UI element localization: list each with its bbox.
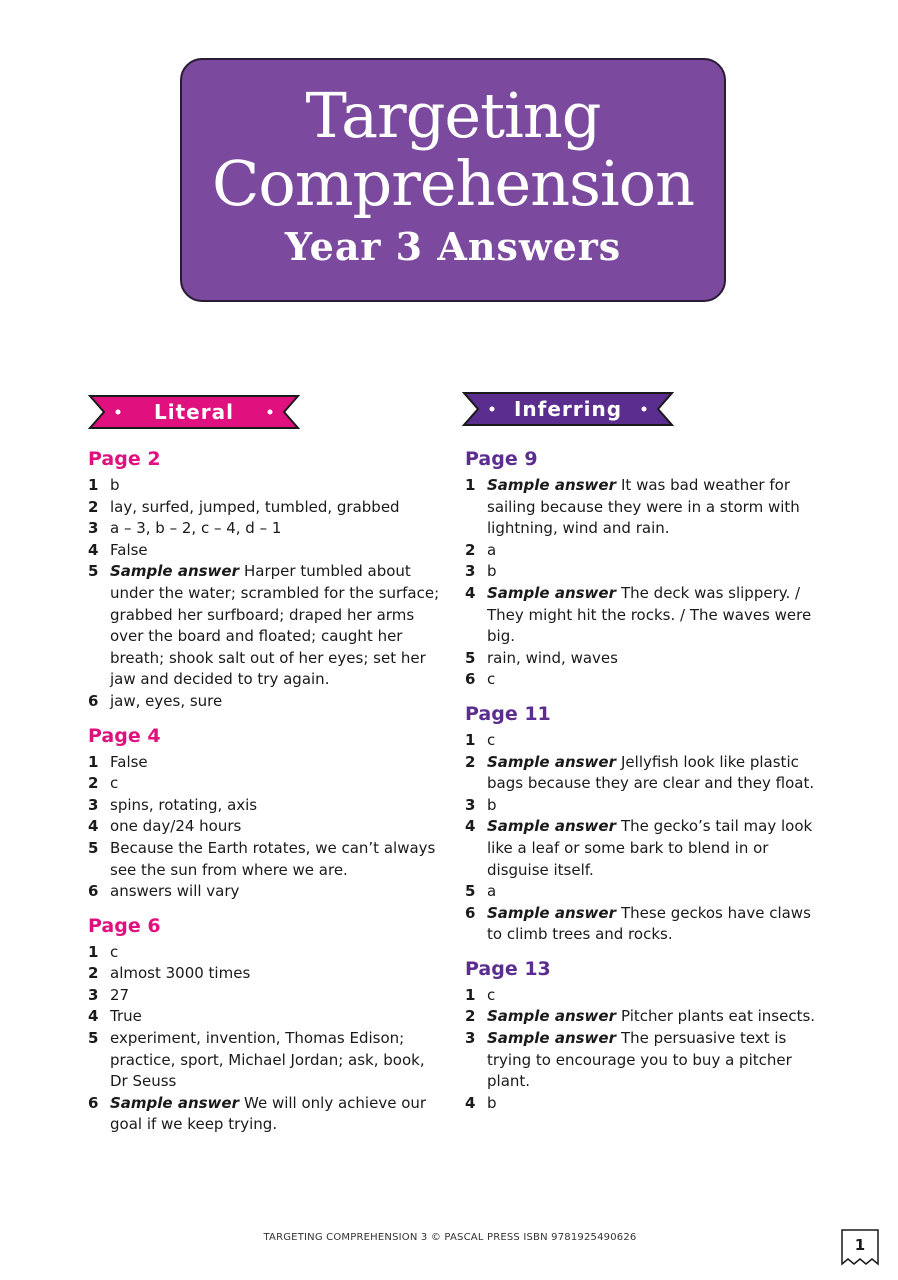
answer-text: The gecko’s tail may look like a leaf or some bark to blend in or disguise itself. [487, 817, 813, 879]
answer-item [465, 1006, 821, 1028]
sample-answer-label: Sample answer [487, 583, 616, 602]
answer-number: 1 [88, 942, 99, 961]
answer-item [88, 561, 444, 691]
answer-content [110, 942, 444, 964]
answer-text: spins, rotating, axis [110, 795, 258, 814]
banner-inferring [462, 391, 674, 427]
answer-content [110, 773, 444, 795]
answer-content [110, 1093, 444, 1136]
answer-number: 2 [465, 752, 476, 771]
answer-group [465, 703, 821, 946]
footer-text: TARGETING COMPREHENSION 3 © PASCAL PRESS ISBN 9781925490626 [263, 1232, 637, 1243]
answer-text: a [487, 540, 497, 559]
subtitle: Year 3 Answers [284, 224, 622, 269]
answer-group [88, 448, 444, 713]
answer-text: True [110, 1007, 142, 1026]
banner-literal-label: Literal [154, 400, 234, 424]
answer-item [465, 752, 821, 795]
answer-content [110, 752, 444, 774]
answer-content [110, 881, 444, 903]
answer-number: 4 [88, 817, 99, 836]
page-heading: Page 2 [88, 448, 161, 470]
sample-answer-label: Sample answer [487, 476, 616, 494]
answer-text: jaw, eyes, sure [110, 691, 223, 710]
answer-number: 5 [88, 1029, 99, 1048]
answer-number: 6 [465, 670, 476, 689]
answer-number: 4 [465, 1093, 476, 1112]
answer-content [487, 1006, 821, 1028]
answer-group [88, 915, 444, 1136]
answer-content [110, 838, 444, 881]
answer-text: lay, surfed, jumped, tumbled, grabbed [110, 497, 400, 516]
answer-group [88, 725, 444, 903]
sample-answer-label: Sample answer [487, 752, 616, 771]
answer-text: b [487, 795, 497, 814]
answer-text: The deck was slippery. / They might hit the rocks. / The waves were big. [487, 583, 812, 646]
answer-text: The persuasive text is trying to encourage you to buy a pitcher plant. [487, 1029, 792, 1091]
sample-answer-label: Sample answer [487, 1029, 616, 1048]
answer-content [110, 963, 444, 985]
answer-content [110, 795, 444, 817]
answer-number: 5 [465, 648, 476, 667]
answer-content [487, 540, 821, 562]
sample-answer-label: Sample answer [110, 562, 239, 581]
answer-item [88, 816, 444, 838]
answer-item [88, 838, 444, 881]
answer-item [88, 497, 444, 519]
answer-number: 6 [88, 1093, 99, 1112]
page-heading: Page 13 [465, 957, 551, 980]
answer-content [487, 1093, 821, 1115]
answer-content [110, 518, 444, 540]
answer-item [465, 881, 821, 903]
answer-number: 2 [465, 1007, 476, 1026]
page-number-tab [840, 1228, 880, 1266]
answer-number: 2 [88, 774, 99, 793]
answer-item [465, 561, 821, 583]
answer-number: 5 [465, 882, 476, 901]
answer-text: answers will vary [110, 882, 240, 901]
answer-text: almost 3000 times [110, 964, 251, 983]
answer-item [465, 1093, 821, 1115]
answer-content [110, 475, 444, 497]
answer-number: 5 [88, 838, 99, 857]
answer-item [88, 518, 444, 540]
answer-number: 2 [88, 497, 99, 516]
inferring-answers-column [465, 448, 821, 1126]
answer-number: 2 [88, 964, 99, 983]
answer-item [465, 1028, 821, 1093]
answer-group [465, 958, 821, 1115]
answer-number: 3 [465, 795, 476, 814]
answer-text: Pitcher plants eat insects. [621, 1007, 816, 1026]
title-line-1: Targeting [305, 79, 601, 152]
answer-text: c [110, 774, 119, 793]
answer-number: 1 [465, 985, 476, 1004]
answer-item [88, 752, 444, 774]
answer-number: 1 [465, 476, 476, 494]
answer-item [465, 985, 821, 1007]
answer-text: b [110, 476, 120, 494]
title-box [180, 58, 726, 302]
answer-item [88, 985, 444, 1007]
sample-answer-label: Sample answer [487, 903, 616, 922]
answer-text: c [487, 985, 496, 1004]
answer-number: 6 [88, 691, 99, 710]
banner-inferring-label: Inferring [513, 397, 623, 421]
answer-text: b [487, 1093, 497, 1112]
answer-content [110, 816, 444, 838]
answer-item [465, 730, 821, 752]
answer-text: Jellyfish look like plastic bags because they are clear and they float. [487, 752, 815, 793]
answer-content [487, 816, 821, 881]
answer-content [487, 669, 821, 691]
answer-number: 2 [465, 540, 476, 559]
answer-content [487, 475, 821, 540]
answer-item [465, 795, 821, 817]
answer-number: 1 [465, 730, 476, 749]
answer-item [88, 963, 444, 985]
answer-text: False [110, 752, 148, 771]
answer-content [110, 1028, 444, 1093]
answer-text: one day/24 hours [110, 817, 242, 836]
answer-item [465, 669, 821, 691]
answer-content [487, 795, 821, 817]
answer-item [88, 1093, 444, 1136]
answer-text: a [487, 882, 497, 901]
answer-content [487, 648, 821, 670]
page-number: 1 [854, 1236, 866, 1254]
answer-item [88, 795, 444, 817]
answer-text: b [487, 562, 497, 581]
page-heading: Page 11 [465, 702, 551, 725]
sample-answer-label: Sample answer [487, 1007, 616, 1026]
answer-content [487, 730, 821, 752]
answer-item [88, 773, 444, 795]
answer-text: a – 3, b – 2, c – 4, d – 1 [110, 519, 282, 538]
answer-number: 4 [465, 817, 476, 836]
answer-text: Because the Earth rotates, we can’t always see the sun from where we are. [110, 838, 436, 879]
answer-text: rain, wind, waves [487, 648, 618, 667]
answer-content [487, 561, 821, 583]
answer-item [465, 475, 821, 540]
answer-item [88, 1006, 444, 1028]
answer-item [465, 648, 821, 670]
answer-item [88, 881, 444, 903]
answer-content [487, 985, 821, 1007]
answer-text: c [110, 942, 119, 961]
answer-content [110, 691, 444, 713]
answer-item [88, 1028, 444, 1093]
answer-text: Harper tumbled about under the water; scrambled for the surface; grabbed her surfboard; draped her arms over the board and floated; caught her breath; shook salt out of her eyes; set her jaw and decided to try again. [110, 562, 440, 689]
page-heading: Page 6 [88, 914, 161, 937]
answer-text: experiment, invention, Thomas Edison; practice, sport, Michael Jordan; ask, book, Dr Seuss [110, 1029, 425, 1091]
sample-answer-label: Sample answer [110, 1093, 239, 1112]
answer-number: 3 [88, 519, 99, 538]
answer-item [465, 583, 821, 648]
answer-number: 3 [465, 562, 476, 581]
answer-item [465, 903, 821, 946]
answer-text: It was bad weather for sailing because they were in a storm with lightning, wind and rain. [487, 476, 800, 538]
answer-item [88, 540, 444, 562]
banner-literal [88, 394, 300, 430]
answer-content [487, 583, 821, 648]
answer-content [487, 903, 821, 946]
answer-number: 3 [88, 795, 99, 814]
answer-content [487, 1028, 821, 1093]
page-heading: Page 4 [88, 724, 161, 747]
answer-text: c [487, 730, 496, 749]
answer-number: 6 [88, 882, 99, 901]
answer-content [487, 881, 821, 903]
answer-content [110, 540, 444, 562]
answer-content [110, 1006, 444, 1028]
answer-text: These geckos have claws to climb trees and rocks. [487, 903, 811, 944]
literal-answers-column [88, 448, 444, 1148]
answer-number: 4 [88, 540, 99, 559]
answer-content [487, 752, 821, 795]
answer-number: 3 [88, 985, 99, 1004]
answer-number: 4 [88, 1007, 99, 1026]
sample-answer-label: Sample answer [487, 817, 616, 836]
answer-item [465, 540, 821, 562]
answer-number: 1 [88, 752, 99, 771]
answer-text: c [487, 670, 496, 689]
answer-number: 4 [465, 583, 476, 602]
answer-text: We will only achieve our goal if we keep trying. [110, 1093, 427, 1134]
answer-number: 5 [88, 562, 99, 581]
answer-item [88, 475, 444, 497]
answer-item [465, 816, 821, 881]
answer-item [88, 691, 444, 713]
answer-item [88, 942, 444, 964]
answer-content [110, 497, 444, 519]
answer-content [110, 561, 444, 691]
answer-content [110, 985, 444, 1007]
answer-text: False [110, 540, 148, 559]
answer-number: 3 [465, 1029, 476, 1048]
answer-group [465, 448, 821, 691]
answer-text: 27 [110, 985, 130, 1004]
page-heading: Page 9 [465, 448, 538, 470]
answer-number: 1 [88, 476, 99, 494]
answer-number: 6 [465, 903, 476, 922]
title-line-2: Comprehension [211, 147, 695, 220]
